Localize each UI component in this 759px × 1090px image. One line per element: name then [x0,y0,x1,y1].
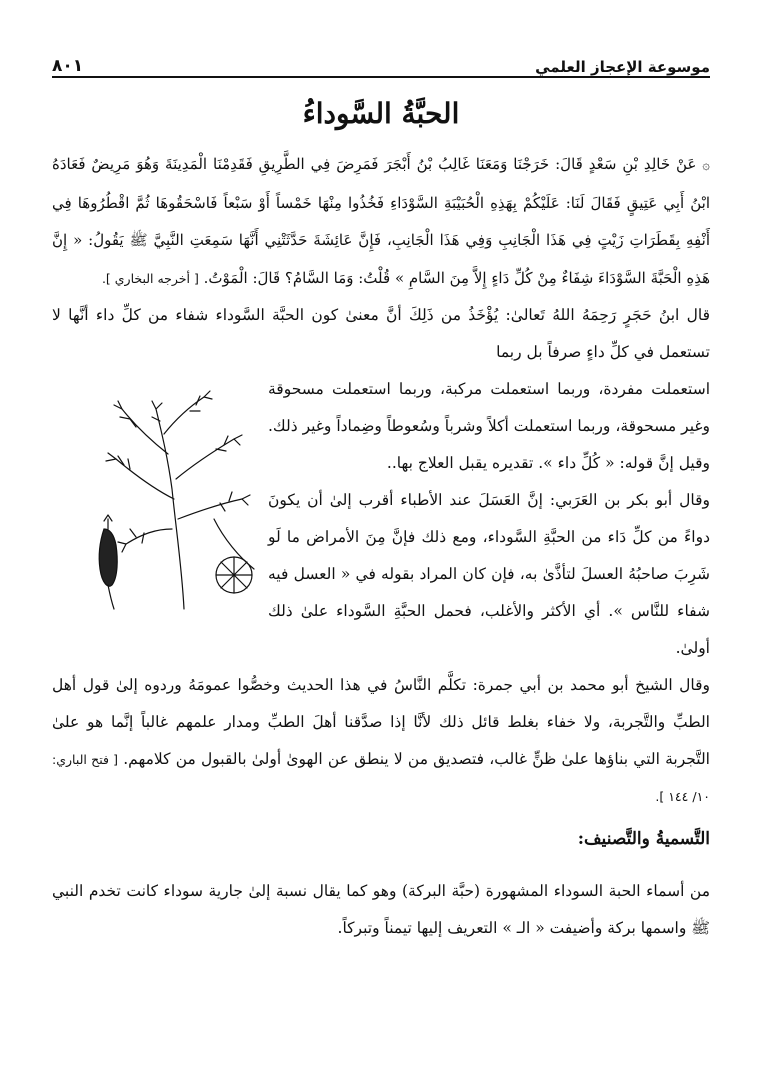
ibn-hajar-paragraph-rest: استعملت مفردة، وربما استعملت مركبة، وربما استعملت مسحوقة وغير مسحوقة، وربما استعملت أكلاً وشرباً وسُعوطاً وضِماداً وغير ذلك. وقيل إنَّ قوله: « كُلِّ داء ». تقديره يقبل العلاج بها.. [268,380,710,473]
article-title: الحبَّةُ السَّوداءُ [302,97,460,130]
fath-al-bari-source: [ فتح الباري: ١٠/ ١٤٤ ]. [52,752,710,805]
running-title: موسوعة الإعجاز العلمي [535,58,710,76]
hadith-source: [ أخرجه البخاري ]. [101,270,199,286]
naming-section-heading: التَّسميةُ والتَّصنيف: [577,829,710,850]
page [52,52,710,947]
hadith-text: عَنْ خَالِدِ بْنِ سَعْدٍ قَالَ: خَرَجْنَا وَمَعَنَا غَالِبُ بْنُ أَبْجَرَ فَمَرِضَ فِي الطَّرِيقِ فَقَدِمْنَا الْمَدِينَةَ وَهُوَ مَرِيضٌ فَعَادَهُ ابْنُ أَبِي عَتِيقٍ فَقَالَ لَنَا: عَلَيْكُمْ بِهَذِهِ الْحُبَيْبَةِ السَّوْدَاءِ فَخُذُوا مِنْهَا خَمْساً أَوْ سَبْعاً فَاسْحَقُوهَا ثُمَّ اقْطُرُوهَا فِي أَنْفِهِ بِقَطَرَاتِ زَيْتٍ فِي هَذَا الْجَانِبِ وَفِي هَذَا الْجَانِبِ، فَإِنَّ عَائِشَةَ حَدَّثَتْنِي أَنَّهَا سَمِعَتِ النَّبِيَّ ﷺ يَقُولُ: « إِنَّ هَذِهِ الْحَبَّةَ السَّوْدَاءَ شِفَاءٌ مِنْ كُلِّ دَاءٍ إِلاَّ مِنَ السَّامِ » قُلْتُ: وَمَا السَّامُ؟ قَالَ: الْمَوْتُ. [52,155,710,287]
ibn-arabi-paragraph: وقال أبو بكر بن العَرَبي: إنَّ العَسَلَ عند الأطباء أقرب إلىٰ أن يكونَ دواءً من كلِّ دَاء من الحبَّةِ السَّوداء، ومع ذلك فإنَّ مِنَ الأمراض ما لَو شَرِبَ صاحبُهُ العسلَ لتأذَّىٰ به، فإن كان المراد بقوله في « العسل فيه شفاء للنَّاس ». أي الأكثر والأغلب، فحمل الحبَّةِ السَّوداء علىٰ ذلك أولىٰ. [268,491,710,658]
ibn-hajar-paragraph-top: قال ابنُ حَجَرٍ رَحِمَهُ اللهُ تَعالىٰ: يُؤْخَذُ من ذَلِكَ أنَّ معنىٰ كون الحبَّة السَّوداء شفاء من كلِّ داء أنَّها لا تستعمل في كلِّ داءٍ صرفاً بل ربما [52,306,710,362]
naming-paragraph: من أسماء الحبة السوداء المشهورة (حبَّة البركة) وهو كما يقال نسبة إلىٰ جارية سوداء كانت تخدم النبي ﷺ واسمها بركة وأضيفت « الـ » التعريف إليها تيمناً وتبركاً. [52,882,710,938]
abu-jamra-paragraph [52,667,710,815]
nigella-plant-illustration [64,379,264,611]
hadith-paragraph [52,146,710,297]
illustrated-block [52,371,710,667]
page-header [52,52,710,78]
section-mark-icon: ۞ [702,158,710,173]
abu-jamra-text: وقال الشيخ أبو محمد بن أبي جمرة: تكلَّم النَّاسُ في هذا الحديث وخصُّوا عمومَهُ وردوه إلىٰ قول أهل الطبِّ والتَّجربة، ولا خفاء بغلط قائل ذلك لأنَّا إذا صدَّقنا أهلَ الطبِّ ومدار علمهم غالباً إنَّما هو علىٰ التَّجربة التي بناؤها علىٰ ظنٍّ غالب، فتصديق من لا ينطق عن الهوىٰ أولىٰ بالقبول من كلامهم. [52,676,710,769]
page-number: ٨٠١ [52,56,84,76]
